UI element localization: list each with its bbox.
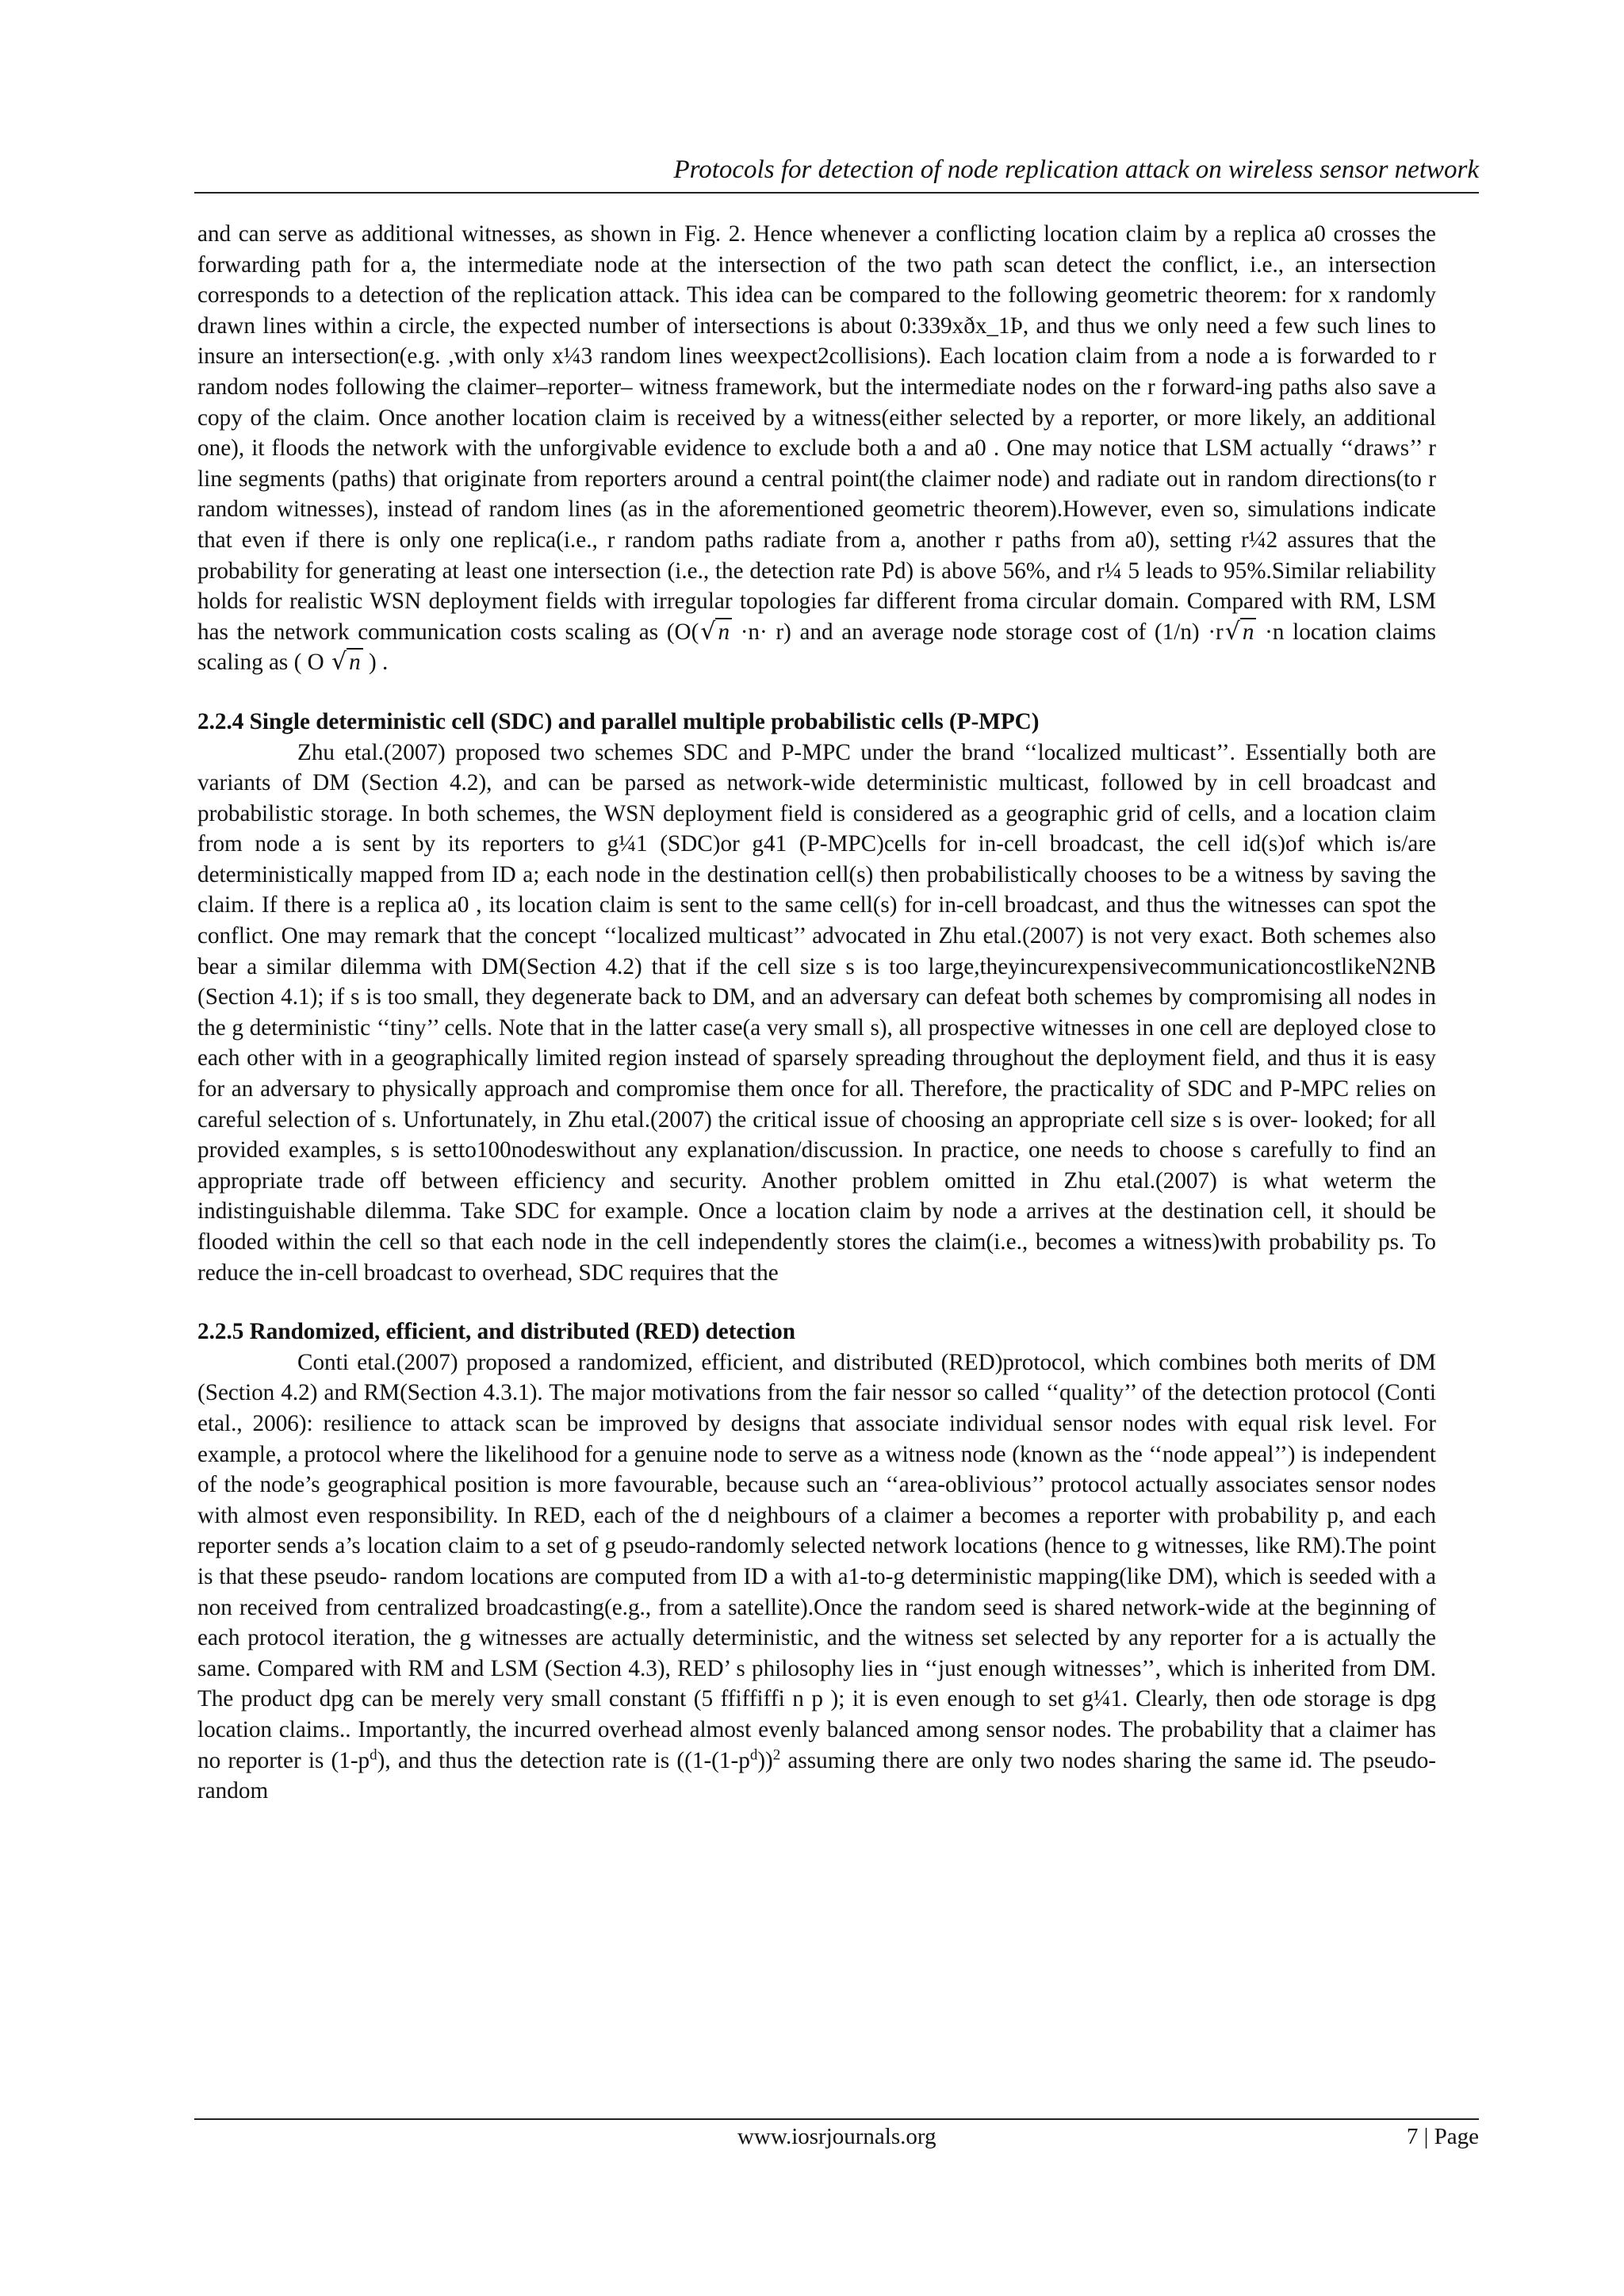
running-header: Protocols for detection of node replication attack on wireless sensor network bbox=[673, 155, 1479, 184]
paragraph-red bbox=[197, 1347, 1436, 1807]
text-run: ), and thus the detection rate is ((1-(1-p bbox=[377, 1747, 750, 1773]
page-number: 7 | Page bbox=[1406, 2124, 1479, 2149]
text-run: and can serve as additional witnesses, as shown in Fig. 2. Hence whenever a conflicting location claim by a replica a0 crosses the forwarding path for a, the intermediate node at the intersection of the two path scan detect the conflict, i.e., an intersection corresponds to a detection of the replication attack. This idea can be compared to the following geometric theorem: for x randomly drawn lines within a circle, the expected number of intersections is about 0:339xðx_1Þ, and thus we only need a few such lines to insure an intersection(e.g. ,with only x¼3 random lines weexpect2collisions). Each location claim from a node a is forwarded to r random nodes following the claimer–reporter– witness framework, but the intermediate nodes on the r forward-ing paths also save a copy of the claim. Once another location claim is received by a witness(either selected by a reporter, or more likely, an additional one), it floods the network with the unforgivable evidence to exclude both a and a0 . One may notice that LSM actually ‘‘draws’’ r line segments (paths) that originate from reporters around a central point(the claimer node) and radiate out in random directions(to r random witnesses), instead of random lines (as in the aforementioned geometric theorem).However, even so, simulations indicate that even if there is only one replica(i.e., r random paths radiate from a, another r paths from a0), setting r¼2 assures that the probability for generating at least one intersection (i.e., the detection rate Pd) is above 56%, and r¼ 5 leads to 95%.Similar reliability holds for realistic WSN deployment fields with irregular topologies far different froma circular domain. Compared with RM, LSM has the network communication costs scaling as (O( bbox=[197, 221, 1436, 645]
text-run: ) . bbox=[362, 650, 389, 676]
footer-rule bbox=[194, 2118, 1479, 2120]
text-run: )) bbox=[757, 1747, 773, 1773]
text-run: ·n location claims scaling as ( O bbox=[197, 619, 1436, 676]
sqrt-n: √ n bbox=[330, 647, 363, 678]
text-run: assuming there are only two nodes sharing the same id. The pseudo-random bbox=[197, 1747, 1437, 1804]
superscript: d bbox=[370, 1746, 377, 1763]
text-run: Conti etal.(2007) proposed a randomized, efficient, and distributed (RED)protocol, which combines both merits of DM (Section 4.2) and RM(Section 4.3.1). The major motivations from the fair nessor so called ‘‘quality’’ of the detection protocol (Conti etal., 2006): resilience to attack scan be improved by designs that associate individual sensor nodes with equal risk level. For example, a protocol where the likelihood for a genuine node to serve as a witness node (known as the ‘‘node appeal’’) is independent of the node’s geographical position is more favourable, because such an ‘‘area-oblivious’’ protocol actually associates sensor nodes with almost even responsibility. In RED, each of the d neighbours of a claimer a becomes a reporter with probability p, and each reporter sends a’s location claim to a set of g pseudo-randomly selected network locations (hence to g witnesses, like RM).The point is that these pseudo- random locations are computed from ID a with a1-to-g deterministic mapping(like DM), which is seeded with a non received from centralized broadcasting(e.g., from a satellite).Once the random seed is shared network-wide at the beginning of each protocol iteration, the g witnesses are actually deterministic, and the witness set selected by any reporter for a is actually the same. Compared with RM and LSM (Section 4.3), RED’ s philosophy lies in ‘‘just enough witnesses’’, which is inherited from DM. The product dpg can be merely very small constant (5 ffiffiffi n p ); it is even enough to set g¼1. Clearly, then ode storage is dpg location claims.. Importantly, the incurred overhead almost evenly balanced among sensor nodes. The probability that a claimer has no reporter is (1-p bbox=[197, 1349, 1436, 1773]
sqrt-n: √ n bbox=[699, 617, 732, 648]
section-heading-2-2-5: 2.2.5 Randomized, efficient, and distributed (RED) detection bbox=[197, 1319, 795, 1345]
header-rule bbox=[194, 192, 1479, 194]
paragraph-lsm bbox=[197, 219, 1436, 678]
superscript: 2 bbox=[772, 1746, 781, 1763]
text-run: ·n· r) and an average node storage cost of (1/n) ·r bbox=[732, 619, 1224, 645]
superscript: d bbox=[749, 1746, 758, 1763]
paragraph-sdc: Zhu etal.(2007) proposed two schemes SDC and P-MPC under the brand ‘‘localized multicast’’. Essentially both are variants of DM (Section 4.2), and can be parsed as network-wide deterministic multicast, followed by in cell broadcast and probabilistic storage. In both schemes, the WSN deployment field is considered as a geographic grid of cells, and a location claim from node a is sent by its reporters to g¼1 (SDC)or g41 (P-MPC)cells for in-cell broadcast, the cell id(s)of which is/are deterministically mapped from ID a; each node in the destination cell(s) then probabilistically chooses to be a witness by saving the claim. If there is a replica a0 , its location claim is sent to the same cell(s) for in-cell broadcast, and thus the witnesses can spot the conflict. One may remark that the concept ‘‘localized multicast’’ advocated in Zhu etal.(2007) is not very exact. Both schemes also bear a similar dilemma with DM(Section 4.2) that if the cell size s is too large,theyincurexpensivecommunicationcostlikeN2NB (Section 4.1); if s is too small, they degenerate back to DM, and an adversary can defeat both schemes by compromising all nodes in the g deterministic ‘‘tiny’’ cells. Note that in the latter case(a very small s), all prospective witnesses in one cell are deployed close to each other with in a geographically limited region instead of sparsely spreading throughout the deployment field, and thus it is easy for an adversary to physically approach and compromise them once for all. Therefore, the practicality of SDC and P-MPC relies on careful selection of s. Unfortunately, in Zhu etal.(2007) the critical issue of choosing an appropriate cell size s is over- looked; for all provided examples, s is setto100nodeswithout any explanation/discussion. In practice, one needs to choose s carefully to find an appropriate trade off between efficiency and security. Another problem omitted in Zhu etal.(2007) is what weterm the indistinguishable dilemma. Take SDC for example. Once a location claim by node a arrives at the destination cell, it should be flooded within the cell so that each node in the cell independently stores the claim(i.e., becomes a witness)with probability ps. To reduce the in-cell broadcast to overhead, SDC requires that the bbox=[197, 739, 1436, 1286]
footer-url: www.iosrjournals.org bbox=[737, 2124, 936, 2149]
page-body bbox=[197, 219, 1436, 1807]
sqrt-n: √ n bbox=[1224, 617, 1257, 648]
section-heading-2-2-4: 2.2.4 Single deterministic cell (SDC) and parallel multiple probabilistic cells (P-MPC) bbox=[197, 708, 1040, 734]
